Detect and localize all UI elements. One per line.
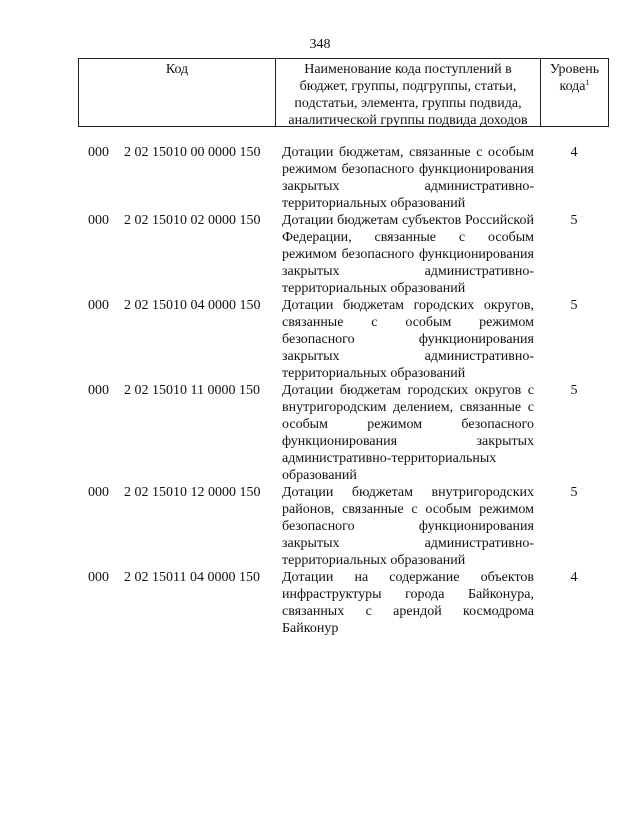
- table-header: [78, 58, 609, 127]
- row-code: 2 02 15010 12 0000 150: [124, 485, 261, 500]
- table-body: [0, 144, 640, 637]
- row-prefix: 000: [88, 145, 109, 160]
- row-code: 2 02 15010 11 0000 150: [124, 383, 260, 398]
- row-name: Дотации бюджетам субъектов Российской Федерации, связанные с особым режимом безопасного функционирования закрытых административно-территориальных образований: [282, 213, 534, 296]
- row-name: Дотации бюджетам городских округов с внутригородским делением, связанные с особым режимом безопасного функционирования закрытых административно-территориальных образований: [282, 383, 534, 483]
- row-level: 5: [570, 383, 578, 398]
- table-row: [0, 144, 640, 212]
- header-level-label: Уровень кода: [549, 62, 600, 94]
- row-level: 4: [570, 145, 578, 160]
- page-number: 348: [309, 37, 331, 52]
- row-prefix: 000: [88, 213, 109, 228]
- row-code: 2 02 15010 02 0000 150: [124, 213, 261, 228]
- table-row: [0, 484, 640, 569]
- header-name: Наименование кода поступлений в бюджет, группы, подгруппы, статьи, подстатьи, элемента, группы подвида, аналитической группы подвида доходов: [276, 59, 541, 126]
- row-code: 2 02 15011 04 0000 150: [124, 570, 260, 585]
- row-level: 5: [570, 485, 578, 500]
- row-level: 4: [570, 570, 578, 585]
- row-name: Дотации бюджетам, связанные с особым режимом безопасного функционирования закрытых административно-территориальных образований: [282, 145, 534, 211]
- row-prefix: 000: [88, 570, 109, 585]
- header-code: Код: [79, 59, 276, 126]
- row-prefix: 000: [88, 383, 109, 398]
- table-row: [0, 569, 640, 637]
- row-code: 2 02 15010 04 0000 150: [124, 298, 261, 313]
- row-code: 2 02 15010 00 0000 150: [124, 145, 261, 160]
- row-name: Дотации бюджетам внутригородских районов, связанные с особым режимом безопасного функционирования закрытых административно-территориальных образований: [282, 485, 534, 568]
- table-row: [0, 382, 640, 484]
- row-prefix: 000: [88, 298, 109, 313]
- row-level: 5: [570, 213, 578, 228]
- table-row: [0, 212, 640, 297]
- row-name: Дотации бюджетам городских округов, связанные с особым режимом безопасного функционирования закрытых административно-территориальных образований: [282, 298, 534, 381]
- row-level: 5: [570, 298, 578, 313]
- header-level: [541, 59, 608, 126]
- row-name: Дотации на содержание объектов инфраструктуры города Байконура, связанных с арендой космодрома Байконур: [282, 570, 534, 636]
- table-row: [0, 297, 640, 382]
- footnote-marker: 1: [585, 78, 590, 87]
- row-prefix: 000: [88, 485, 109, 500]
